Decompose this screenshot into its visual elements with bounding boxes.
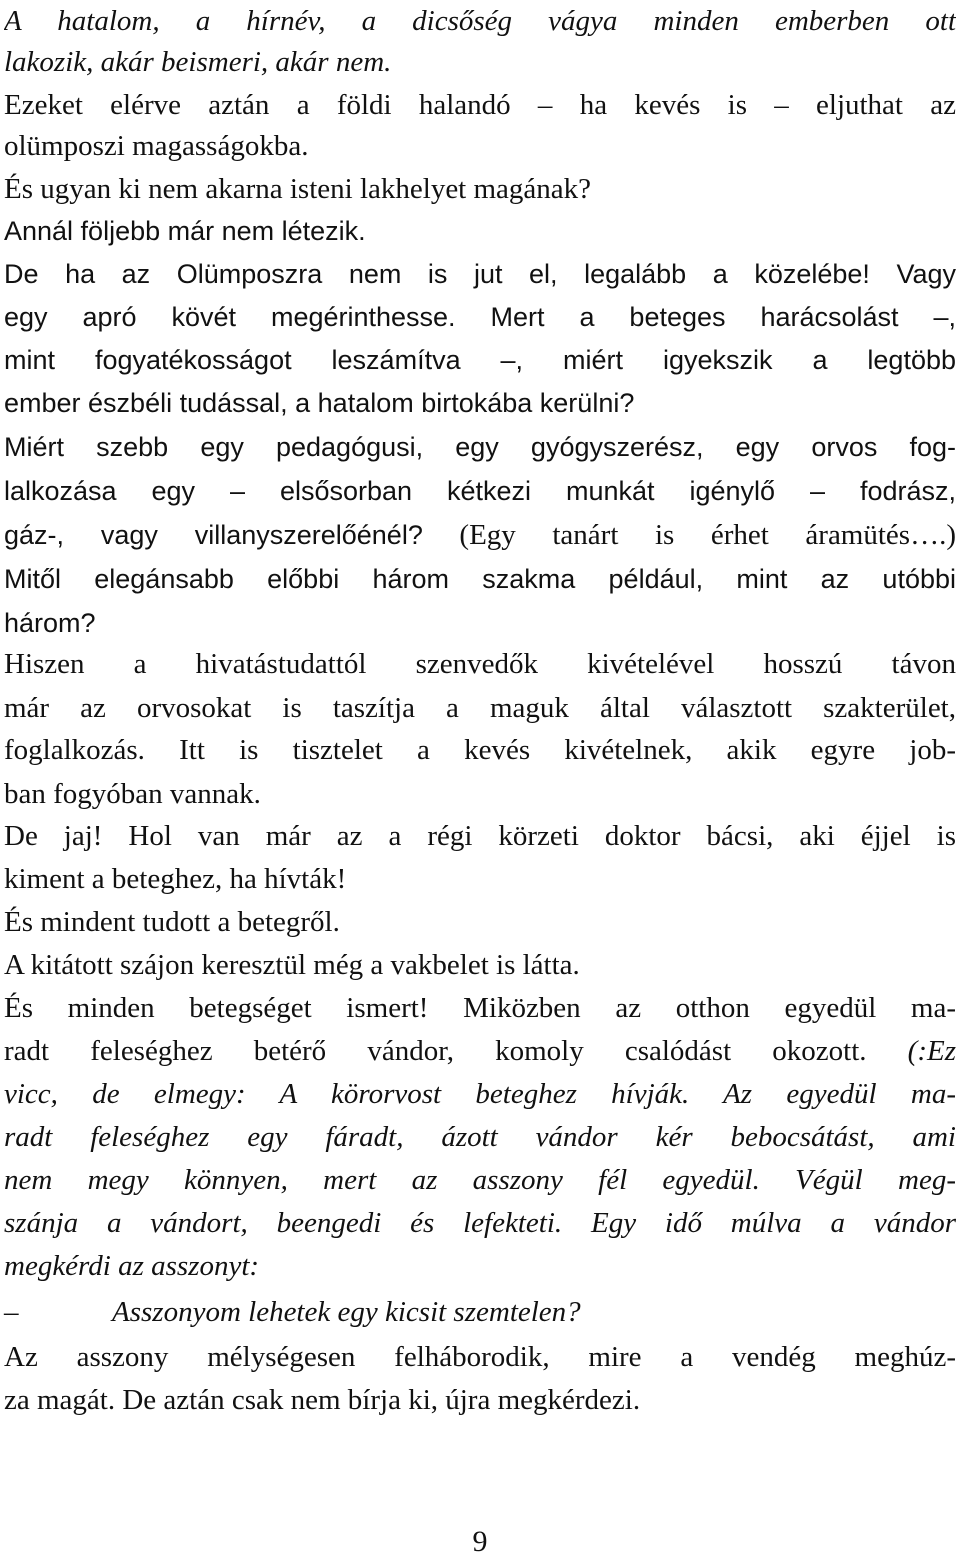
dialogue-line [4, 1291, 956, 1334]
dialogue-dash: – [4, 1296, 19, 1328]
text-line-19: ban fogyóban vannak. [4, 778, 261, 810]
text-line-27: radt feleséghez egy fáradt, ázott vándor kér bebocsátást, ami [4, 1121, 956, 1153]
text-line-10: ember észbéli tudással, a hatalom birtokába kerülni? [4, 388, 635, 418]
text-line-32: Az asszony mélységesen felháborodik, mire a vendég meghúz- [4, 1341, 956, 1373]
text-line-6: Annál följebb már nem létezik. [4, 216, 366, 246]
text-line-11: Miért szebb egy pedagógusi, egy gyógyszerész, egy orvos fog- [4, 432, 956, 462]
page-number: 9 [472, 1525, 488, 1558]
text-line-4: olümposzi magasságokba. [4, 130, 309, 162]
text-line-20: De jaj! Hol van már az a régi körzeti doktor bácsi, aki éjjel is [4, 820, 956, 852]
text-line-33: za magát. De aztán csak nem bírja ki, újra megkérdezi. [4, 1384, 641, 1416]
text-line-2: lakozik, akár beismeri, akár nem. [4, 46, 392, 78]
text-line-18: foglalkozás. Itt is tisztelet a kevés kivételnek, akik egyre job- [4, 734, 956, 766]
text-line-25: radt feleséghez betérő vándor, komoly csalódást okozott. (:Ez [4, 1035, 956, 1067]
text-line-9: mint fogyatékosságot leszámítva –, miért igyekszik a legtöbb [4, 345, 956, 375]
text-line-8: egy apró kövét megérinthesse. Mert a beteges harácsolást –, [4, 302, 956, 332]
text-line-1: A hatalom, a hírnév, a dicsőség vágya minden emberben ott [4, 5, 956, 37]
text-line-5: És ugyan ki nem akarna isteni lakhelyet magának? [4, 173, 592, 205]
text-line-29: szánja a vándort, beengedi és lefekteti. Egy idő múlva a vándor [4, 1207, 956, 1239]
text-line-26: vicc, de elmegy: A körorvost beteghez hívják. Az egyedül ma- [4, 1078, 956, 1110]
text-line-13: gáz-, vagy villanyszerelőénél? (Egy tanárt is érhet áramütés….) [4, 519, 956, 551]
text-line-17: már az orvosokat is taszítja a maguk által választott szakterület, [4, 692, 956, 724]
text-line-16: Hiszen a hivatástudattól szenvedők kivételével hosszú távon [4, 648, 956, 680]
text-line-30: megkérdi az asszonyt: [4, 1250, 260, 1282]
document-page [4, 0, 956, 1560]
text-line-21: kiment a beteghez, ha hívták! [4, 863, 347, 895]
text-line-22: És mindent tudott a betegről. [4, 906, 340, 938]
text-line-14: Mitől elegánsabb előbbi három szakma például, mint az utóbbi [4, 564, 956, 594]
text-line-15: három? [4, 608, 96, 638]
dialogue-text: Asszonyom lehetek egy kicsit szemtelen? [112, 1296, 581, 1328]
text-line-12: lalkozása egy – elsősorban kétkezi munkát igénylő – fodrász, [4, 476, 956, 506]
text-line-7: De ha az Olümposzra nem is jut el, legalább a közelébe! Vagy [4, 259, 956, 289]
text-line-28: nem megy könnyen, mert az asszony fél egyedül. Végül meg- [4, 1164, 956, 1196]
text-line-3: Ezeket elérve aztán a földi halandó – ha kevés is – eljuthat az [4, 89, 956, 121]
text-line-23: A kitátott szájon keresztül még a vakbelet is látta. [4, 949, 580, 981]
text-line-24: És minden betegséget ismert! Miközben az otthon egyedül ma- [4, 992, 956, 1024]
